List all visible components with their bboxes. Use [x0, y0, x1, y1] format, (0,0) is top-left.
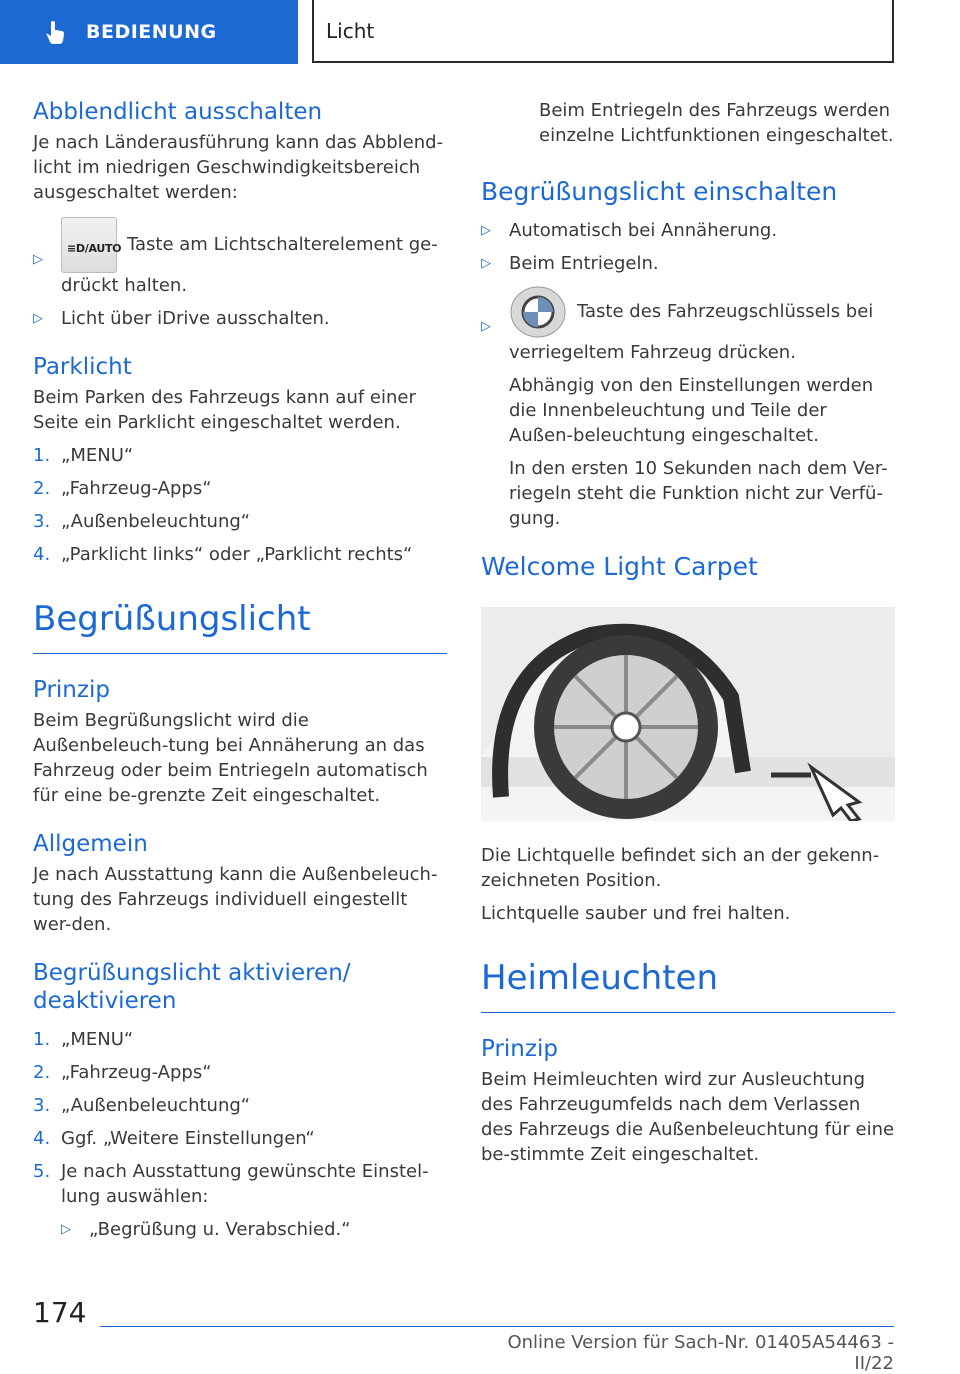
list-item: [33, 217, 447, 298]
triangle-bullet-icon: ▷: [481, 256, 491, 271]
list-item: [33, 306, 447, 331]
triangle-bullet-icon: ▷: [33, 252, 43, 267]
heading-allgemein: Allgemein: [33, 831, 148, 857]
text-sauber: Lichtquelle sauber und frei halten.: [481, 903, 791, 924]
step-number: 3.: [33, 1095, 51, 1116]
step-text: „Fahrzeug-Apps“: [61, 1062, 212, 1083]
bullet-text: Licht über iDrive ausschalten.: [61, 308, 330, 329]
bullet-text: Beim Entriegeln.: [509, 253, 659, 274]
step-number: 2.: [33, 478, 51, 499]
triangle-bullet-icon: ▷: [33, 311, 43, 326]
step-number: 4.: [33, 1128, 51, 1149]
heading-begruessungslicht: Begrüßungslicht: [33, 597, 447, 654]
step-text: „MENU“: [61, 1029, 134, 1050]
heading-abblendlicht: Abblendlicht ausschalten: [33, 99, 323, 125]
list-item: [33, 1126, 447, 1151]
hand-pointer-icon: [42, 19, 66, 45]
step-text: „Fahrzeug-Apps“: [61, 478, 212, 499]
light-auto-button-icon: [61, 217, 122, 273]
list-item: [481, 284, 895, 365]
triangle-bullet-icon: ▷: [61, 1222, 71, 1237]
step-text: „Außenbeleuchtung“: [61, 1095, 251, 1116]
triangle-bullet-icon: ▷: [481, 319, 491, 334]
list-item: [33, 542, 447, 567]
heading-aktivieren: Begrüßungslicht aktivieren/ deaktivieren: [33, 960, 351, 1014]
step-number: 3.: [33, 511, 51, 532]
key-logo-button-icon: [509, 284, 567, 340]
left-column: [33, 98, 447, 1242]
step-text: Je nach Ausstattung gewünschte Einstel-lung auswählen:: [61, 1161, 429, 1207]
heading-prinzip: Prinzip: [33, 677, 110, 703]
step-number: 1.: [33, 1029, 51, 1050]
step-number: 5.: [33, 1161, 51, 1182]
chapter-box: [312, 0, 894, 63]
step-number: 4.: [33, 544, 51, 565]
list-item: [33, 1060, 447, 1085]
text-erste-sekunden: In den ersten 10 Sekunden nach dem Ver-riegeln steht die Funktion nicht zur Verfü-gung.: [509, 458, 888, 529]
list-item: [33, 476, 447, 501]
bullet-text: „Begrüßung u. Verabschied.“: [89, 1219, 351, 1240]
right-column: [481, 98, 895, 1167]
text-intro: Beim Entriegeln des Fahrzeugs werden einzelne Lichtfunktionen eingeschaltet.: [539, 100, 894, 146]
step-text: „Außenbeleuchtung“: [61, 511, 251, 532]
text-prinzip: Beim Begrüßungslicht wird die Außenbeleuch-tung bei Annäherung an das Fahrzeug oder beim Entriegeln automatisch für eine be-grenzte Zeit eingeschaltet.: [33, 710, 428, 806]
step-number: 1.: [33, 445, 51, 466]
text-allgemein: Je nach Ausstattung kann die Außenbeleuch-tung des Fahrzeugs individuell eingestellt wer-den.: [33, 864, 438, 935]
heading-heimleuchten: Heimleuchten: [481, 956, 895, 1013]
bullet-text: Automatisch bei Annäherung.: [509, 220, 778, 241]
text-abhaengig: Abhängig von den Einstellungen werden die Innenbeleuchtung und Teile der Außen-beleuchtung eingeschaltet.: [509, 375, 874, 446]
heading-welcome-carpet: Welcome Light Carpet: [481, 552, 758, 581]
list-item: [33, 443, 447, 468]
car-wheel-illustration: [481, 607, 895, 821]
footer-text: Online Version für Sach-Nr. 01405A54463 - II/22: [507, 1332, 894, 1374]
step-text: „Parklicht links“ oder „Parklicht rechts“: [61, 544, 413, 565]
list-item: [33, 1159, 447, 1209]
step-text: „MENU“: [61, 445, 134, 466]
page-number: 174: [33, 1296, 87, 1329]
footer-divider: [100, 1326, 894, 1327]
section-tab: [0, 0, 298, 64]
list-item: [33, 509, 447, 534]
section-label: BEDIENUNG: [86, 21, 217, 43]
key-label: ≡D/AUTO: [67, 242, 122, 255]
chapter-label: Licht: [326, 18, 375, 43]
step-text: Ggf. „Weitere Einstellungen“: [61, 1128, 315, 1149]
heading-prinzip-heim: Prinzip: [481, 1036, 558, 1062]
text-prinzip-heim: Beim Heimleuchten wird zur Ausleuchtung des Fahrzeugumfelds nach dem Verlassen des Fahrzeugs die Außenbeleuchtung für eine be-stimmte Zeit eingeschaltet.: [481, 1069, 895, 1165]
text-abblendlicht: Je nach Länderausführung kann das Abblend-licht im niedrigen Geschwindigkeitsbereich ausgeschaltet werden:: [33, 132, 444, 203]
triangle-bullet-icon: ▷: [481, 223, 491, 238]
heading-einschalten: Begrüßungslicht einschalten: [481, 177, 838, 206]
list-item: [481, 251, 895, 276]
step-number: 2.: [33, 1062, 51, 1083]
bullet-text: Taste am Lichtschalterelement ge-drückt halten.: [61, 234, 438, 296]
text-lichtquelle: Die Lichtquelle befindet sich an der gekenn-zeichneten Position.: [481, 845, 880, 891]
list-item: [33, 1217, 447, 1242]
list-item: [33, 1093, 447, 1118]
heading-parklicht: Parklicht: [33, 354, 132, 380]
bullet-text: Taste des Fahrzeugschlüssels bei verriegeltem Fahrzeug drücken.: [509, 301, 874, 363]
text-parklicht: Beim Parken des Fahrzeugs kann auf einer Seite ein Parklicht eingeschaltet werden.: [33, 387, 416, 433]
list-item: [33, 1027, 447, 1052]
list-item: [481, 218, 895, 243]
